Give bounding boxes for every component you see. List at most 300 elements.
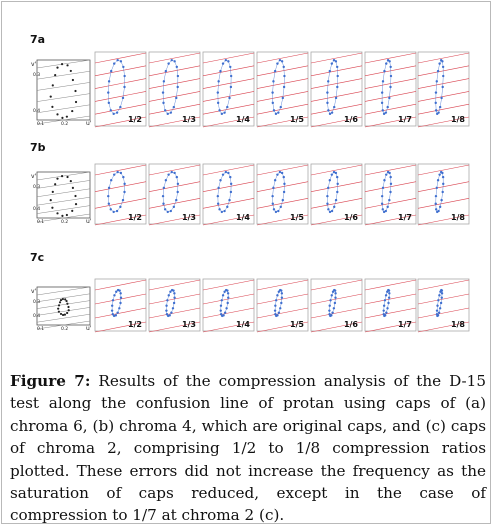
cap-point <box>175 97 177 99</box>
original-point <box>56 67 58 69</box>
compression-panel <box>203 279 254 332</box>
cap-point <box>110 179 112 181</box>
cap-point <box>167 211 169 213</box>
compression-ratio-label: 1/8 <box>450 115 465 124</box>
cap-point <box>437 70 439 72</box>
cap-point <box>381 195 383 197</box>
cap-point <box>228 199 230 201</box>
cap-point <box>388 172 390 174</box>
cap-point <box>273 109 275 111</box>
cap-point <box>123 75 125 77</box>
cap-point <box>222 173 224 175</box>
cap-point <box>110 70 112 72</box>
cap-point <box>123 183 125 185</box>
cap-point <box>436 80 438 82</box>
cap-point <box>165 305 167 307</box>
cap-point <box>382 187 384 189</box>
cap-point <box>439 307 441 309</box>
cap-point <box>384 299 386 301</box>
cap-point <box>227 292 229 294</box>
cap-point <box>226 206 228 208</box>
cap-point <box>220 309 222 311</box>
cap-point <box>272 187 274 189</box>
figure-caption <box>10 370 486 527</box>
cap-point <box>173 60 175 62</box>
compression-ratio-label: 1/8 <box>450 213 465 222</box>
compression-panel <box>203 164 254 225</box>
cap-point <box>390 183 392 185</box>
cap-point <box>163 187 165 189</box>
original-point <box>62 298 64 300</box>
cap-point <box>385 294 387 296</box>
cap-point <box>435 91 437 93</box>
cap-point <box>164 109 166 111</box>
cap-point <box>388 289 390 291</box>
cap-point <box>108 187 110 189</box>
cap-point <box>230 75 232 77</box>
y-tick-label: 0.4 <box>33 314 41 319</box>
cap-point <box>282 199 284 201</box>
y-axis-label: v' <box>31 288 37 295</box>
cap-point <box>435 208 437 210</box>
cap-point <box>123 86 125 88</box>
cap-point <box>225 307 227 309</box>
cap-point <box>111 305 113 307</box>
cap-point <box>442 191 444 193</box>
cap-point <box>217 102 219 104</box>
cap-point <box>271 195 273 197</box>
cap-point <box>173 292 175 294</box>
cap-point <box>331 111 333 113</box>
cap-point <box>228 97 230 99</box>
cap-point <box>436 309 438 311</box>
cap-point <box>112 299 114 301</box>
cap-point <box>274 309 276 311</box>
cap-point <box>176 66 178 68</box>
compression-ratio-label: 1/7 <box>397 115 412 124</box>
original-point <box>50 199 52 201</box>
cap-point <box>387 302 389 304</box>
compression-panel <box>257 52 308 127</box>
cap-point <box>275 299 277 301</box>
row-label-7a: 7a <box>30 33 46 46</box>
compression-panel <box>95 52 146 127</box>
cap-point <box>229 66 231 68</box>
cap-point <box>230 191 232 193</box>
original-plot-frame <box>37 287 90 325</box>
cap-point <box>276 173 278 175</box>
cap-point <box>381 203 383 205</box>
cap-point <box>217 187 219 189</box>
row-label-7b: 7b <box>30 141 46 154</box>
cap-point <box>435 109 437 111</box>
cap-point <box>336 191 338 193</box>
compression-ratio-label: 1/3 <box>181 115 196 124</box>
cap-point <box>279 171 281 173</box>
cap-point <box>442 183 444 185</box>
compression-panel <box>418 52 469 127</box>
cap-point <box>120 172 122 174</box>
cap-point <box>439 206 441 208</box>
cap-point <box>329 70 331 72</box>
cap-point <box>217 91 219 93</box>
cap-point <box>436 211 438 213</box>
original-point <box>62 314 64 316</box>
cap-point <box>165 179 167 181</box>
y-tick-label: 0.3 <box>33 300 41 305</box>
original-point <box>58 311 60 313</box>
cap-point <box>230 86 232 88</box>
x-tick-label: 0.1 <box>37 220 45 225</box>
cap-point <box>170 210 172 212</box>
cap-point <box>442 66 444 68</box>
cap-point <box>388 97 390 99</box>
cap-point <box>225 171 227 173</box>
cap-point <box>271 91 273 93</box>
cap-point <box>334 302 336 304</box>
cap-point <box>279 59 281 61</box>
cap-point <box>389 86 391 88</box>
cap-point <box>383 211 385 213</box>
cap-point <box>283 75 285 77</box>
cap-point <box>277 210 279 212</box>
original-plot-frame <box>37 60 90 120</box>
cap-point <box>217 195 219 197</box>
original-point <box>71 210 73 212</box>
cap-point <box>177 75 179 77</box>
original-point <box>52 84 54 86</box>
compression-ratio-label: 1/6 <box>343 320 358 329</box>
cap-point <box>118 307 120 309</box>
cap-point <box>385 173 387 175</box>
compression-ratio-label: 1/4 <box>235 213 250 222</box>
cap-point <box>331 173 333 175</box>
cap-point <box>226 106 228 108</box>
cap-point <box>328 313 330 315</box>
original-point <box>74 90 76 92</box>
cap-point <box>218 208 220 210</box>
original-point <box>58 304 60 306</box>
cap-point <box>167 62 169 64</box>
original-point <box>75 101 77 103</box>
cap-point <box>116 210 118 212</box>
cap-point <box>110 109 112 111</box>
original-point <box>57 308 59 310</box>
cap-point <box>272 80 274 82</box>
cap-point <box>331 210 333 212</box>
cap-point <box>276 294 278 296</box>
cap-point <box>115 291 117 293</box>
original-point <box>72 79 74 81</box>
x-axis-label: u' <box>86 120 92 127</box>
compression-panel <box>257 164 308 225</box>
compression-ratio-label: 1/2 <box>127 115 142 124</box>
cap-point <box>107 195 109 197</box>
cap-point <box>438 173 440 175</box>
compression-panel <box>311 52 362 127</box>
compression-ratio-label: 1/5 <box>289 213 304 222</box>
y-axis-label: v' <box>31 61 37 68</box>
cap-point <box>220 305 222 307</box>
cap-point <box>329 211 331 213</box>
cap-point <box>441 60 443 62</box>
cap-point <box>329 113 331 115</box>
cap-point <box>335 60 337 62</box>
compression-ratio-label: 1/6 <box>343 115 358 124</box>
compression-panel <box>365 164 416 225</box>
cap-point <box>333 206 335 208</box>
cap-point <box>219 70 221 72</box>
cap-point <box>113 62 115 64</box>
cap-point <box>382 208 384 210</box>
cap-point <box>223 210 225 212</box>
cap-point <box>113 294 115 296</box>
original-point <box>74 195 76 197</box>
cap-point <box>274 70 276 72</box>
cap-point <box>442 75 444 77</box>
cap-point <box>170 311 172 313</box>
caption-label: Figure 7: <box>10 372 91 390</box>
compression-ratio-label: 1/3 <box>181 320 196 329</box>
cap-point <box>389 66 391 68</box>
original-point <box>67 306 69 308</box>
original-point <box>66 214 68 216</box>
cap-point <box>333 106 335 108</box>
cap-point <box>334 297 336 299</box>
original-point <box>52 191 54 193</box>
cap-point <box>113 173 115 175</box>
cap-point <box>173 172 175 174</box>
cap-point <box>112 211 114 213</box>
cap-point <box>229 176 231 178</box>
cap-point <box>328 309 330 311</box>
compression-ratio-label: 1/2 <box>127 320 142 329</box>
cap-point <box>381 102 383 104</box>
cap-point <box>227 297 229 299</box>
original-point <box>61 215 63 217</box>
original-point <box>60 299 62 301</box>
cap-point <box>327 80 329 82</box>
cap-point <box>221 113 223 115</box>
original-point <box>54 74 56 76</box>
y-tick-label: 0.4 <box>33 207 41 212</box>
cap-point <box>383 313 385 315</box>
cap-point <box>335 199 337 201</box>
cap-point <box>441 297 443 299</box>
compression-panel <box>311 279 362 332</box>
cap-point <box>173 302 175 304</box>
compression-ratio-label: 1/3 <box>181 213 196 222</box>
cap-point <box>382 109 384 111</box>
cap-point <box>122 66 124 68</box>
cap-point <box>331 62 333 64</box>
original-point <box>66 303 68 305</box>
cap-point <box>437 179 439 181</box>
cap-point <box>272 203 274 205</box>
compression-panel <box>95 279 146 332</box>
cap-point <box>440 199 442 201</box>
compression-panel <box>418 164 469 225</box>
cap-point <box>112 313 114 315</box>
cap-point <box>282 97 284 99</box>
cap-point <box>177 86 179 88</box>
compression-ratio-label: 1/7 <box>397 320 412 329</box>
cap-point <box>222 62 224 64</box>
cap-point <box>119 292 121 294</box>
cap-point <box>167 113 169 115</box>
cap-point <box>220 313 222 315</box>
cap-point <box>108 203 110 205</box>
original-point <box>66 176 68 178</box>
compression-ratio-label: 1/6 <box>343 213 358 222</box>
cap-point <box>281 60 283 62</box>
x-axis-label: u' <box>86 218 92 225</box>
x-tick-label: 0.2 <box>61 220 69 225</box>
cap-point <box>165 309 167 311</box>
compression-ratio-label: 1/7 <box>397 213 412 222</box>
cap-point <box>274 179 276 181</box>
cap-point <box>172 307 174 309</box>
cap-point <box>218 109 220 111</box>
cap-point <box>336 86 338 88</box>
cap-point <box>274 313 276 315</box>
compression-panel <box>203 52 254 127</box>
cap-point <box>108 80 110 82</box>
cap-point <box>336 66 338 68</box>
cap-point <box>438 294 440 296</box>
cap-point <box>333 307 335 309</box>
cap-point <box>119 106 121 108</box>
cap-point <box>385 62 387 64</box>
compression-ratio-label: 1/4 <box>235 115 250 124</box>
cap-point <box>171 59 173 61</box>
figure-row-7c <box>31 279 469 332</box>
cap-point <box>331 294 333 296</box>
cap-point <box>221 299 223 301</box>
cap-point <box>123 191 125 193</box>
cap-point <box>164 208 166 210</box>
cap-point <box>383 309 385 311</box>
cap-point <box>335 97 337 99</box>
cap-point <box>227 60 229 62</box>
original-point <box>66 312 68 314</box>
cap-point <box>163 80 165 82</box>
cap-point <box>111 309 113 311</box>
cap-point <box>283 86 285 88</box>
cap-point <box>280 289 282 291</box>
compression-panel <box>149 164 200 225</box>
cap-point <box>112 113 114 115</box>
cap-point <box>279 307 281 309</box>
cap-point <box>389 191 391 193</box>
cap-point <box>441 292 443 294</box>
cap-point <box>386 206 388 208</box>
cap-point <box>326 102 328 104</box>
cap-point <box>167 173 169 175</box>
cap-point <box>336 176 338 178</box>
cap-point <box>175 199 177 201</box>
cap-point <box>173 206 175 208</box>
x-tick-label: 0.1 <box>37 327 45 332</box>
cap-point <box>122 97 124 99</box>
cap-point <box>439 106 441 108</box>
original-point <box>61 117 63 119</box>
cap-point <box>436 113 438 115</box>
cap-point <box>120 297 122 299</box>
cap-point <box>388 297 390 299</box>
cap-point <box>437 299 439 301</box>
original-point <box>72 187 74 189</box>
cap-point <box>386 106 388 108</box>
cap-point <box>177 191 179 193</box>
original-point <box>54 183 56 185</box>
cap-point <box>116 311 118 313</box>
compression-panel <box>365 52 416 127</box>
cap-point <box>281 172 283 174</box>
cap-point <box>280 302 282 304</box>
cap-point <box>390 75 392 77</box>
cap-point <box>107 91 109 93</box>
cap-point <box>438 311 440 313</box>
original-point <box>66 64 68 66</box>
cap-point <box>119 302 121 304</box>
figure-row-7b <box>31 164 469 225</box>
original-point <box>65 300 67 302</box>
cap-point <box>336 183 338 185</box>
cap-point <box>176 176 178 178</box>
cap-point <box>116 171 118 173</box>
cap-point <box>272 102 274 104</box>
cap-point <box>222 294 224 296</box>
cap-point <box>383 113 385 115</box>
cap-point <box>110 208 112 210</box>
cap-point <box>336 75 338 77</box>
y-tick-label: 0.3 <box>33 185 41 190</box>
original-point <box>61 63 63 65</box>
compression-panel <box>257 279 308 332</box>
cap-point <box>223 111 225 113</box>
cap-point <box>382 80 384 82</box>
cap-point <box>436 313 438 315</box>
cap-point <box>171 171 173 173</box>
original-point <box>50 96 52 98</box>
cap-point <box>441 172 443 174</box>
cap-point <box>440 97 442 99</box>
cap-point <box>436 305 438 307</box>
compression-panel <box>311 164 362 225</box>
original-point <box>64 314 66 316</box>
cap-point <box>280 206 282 208</box>
cap-point <box>118 289 120 291</box>
figure-row-7a <box>31 52 469 127</box>
cap-point <box>327 187 329 189</box>
cap-point <box>225 59 227 61</box>
cap-point <box>327 208 329 210</box>
compression-ratio-label: 1/4 <box>235 320 250 329</box>
x-tick-label: 0.2 <box>61 327 69 332</box>
cap-point <box>166 313 168 315</box>
cap-point <box>275 211 277 213</box>
compression-ratio-label: 1/8 <box>450 320 465 329</box>
cap-point <box>326 203 328 205</box>
cap-point <box>283 66 285 68</box>
compression-ratio-label: 1/5 <box>289 320 304 329</box>
cap-point <box>217 203 219 205</box>
cap-point <box>277 111 279 113</box>
compression-panel <box>149 52 200 127</box>
original-point <box>68 309 70 311</box>
cap-point <box>326 195 328 197</box>
